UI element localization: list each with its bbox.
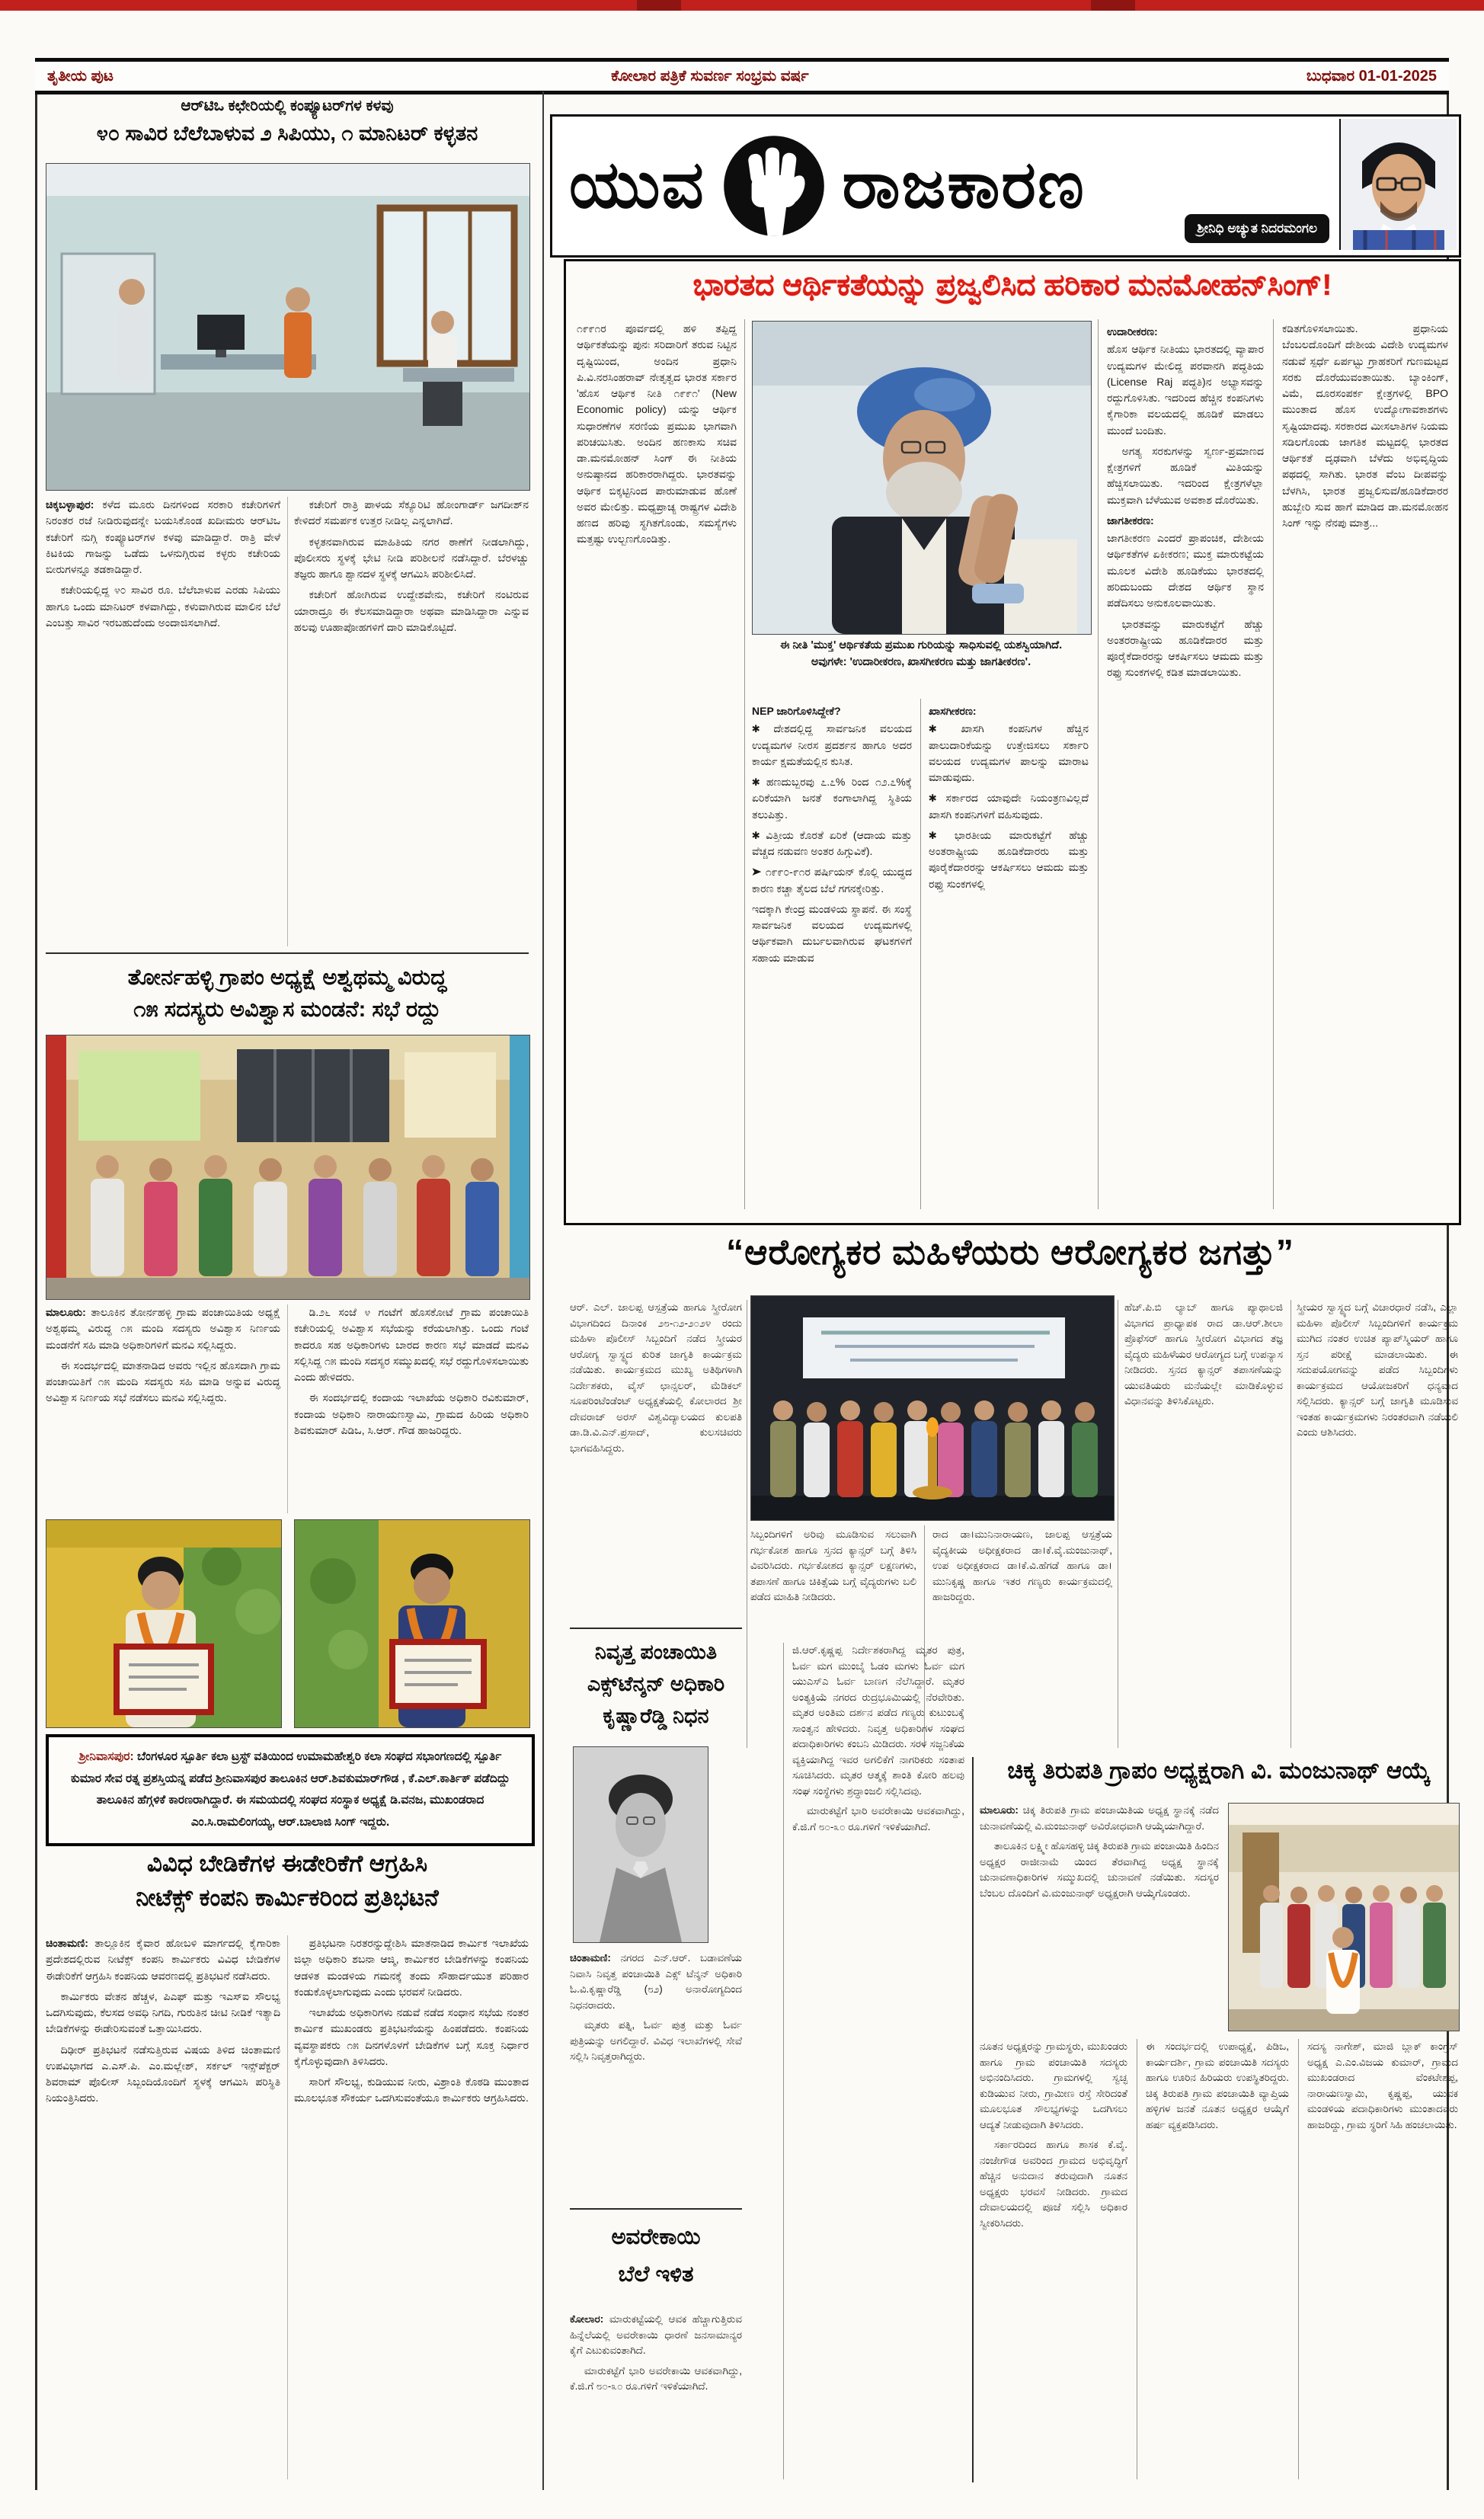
manmohan-photo	[752, 321, 1092, 635]
award-photo-right	[294, 1519, 530, 1728]
health-event-photo	[750, 1295, 1115, 1521]
manmohan-col5: ಕಡಿತಗೊಳಿಸಲಾಯಿತು. ಪ್ರಧಾನಿಯ ಬೆಂಬಲದೊಂದಿಗೆ ದೇಶೀಯ ವಿದೇಶಿ ಉದ್ಯಮಗಳ ನಡುವೆ ಸ್ಪರ್ಧೆ ಏರ್ಪಟ್ಟು ಗ್ರಾಹಕರಿಗೆ ಗುಣಮಟ್ಟದ ಸರಕು ದೊರೆಯುವಂತಾಯಿತು. ಬ್ಯಾಂಕಿಂಗ್, ವಿಮೆ, ದೂರಸಂಪರ್ಕ ಕ್ಷೇತ್ರಗಳಲ್ಲಿ BPO ಮುಂತಾದ ಹೊಸ ಉದ್ಯೋಗಾವಕಾಶಗಳು ಸೃಷ್ಟಿಯಾದವು. ಸರಕಾರದ ಮೀಸಲಾತಿಗಳ ನಿಯಮ ಸಡಿಲಗೊಂಡು ಜಾಗತಿಕ ಮಟ್ಟದಲ್ಲಿ ಭಾರತದ ಆರ್ಥಿಕತೆ ದೃಢವಾಗಿ ಬೆಳೆದು ಅಭಿವೃದ್ಧಿಯ ಪಥದಲ್ಲಿ ಸಾಗಿತು. ಭಾರತ ವೆಂಬ ದೀಪವನ್ನು ಬೆಳಗಿಸಿ, ಭಾರತ ಪ್ರಜ್ವಲಿಸುವ/ಹೂಡಿಕೆದಾರರ ಹುಬ್ಬೇರಿ ಸುವ ಹಾಗೆ ಮಾಡಿದ ಡಾ.ಮನಮೋಹನ ಸಿಂಗ್ ಇನ್ನು ನೆನಪು ಮಾತ್ರ...	[1282, 322, 1448, 530]
award-photo-left	[46, 1519, 282, 1728]
rto-body: ಚಿಕ್ಕಬಳ್ಳಾಪುರ: ಕಳೆದ ಮೂರು ದಿನಗಳಿಂದ ಸರಕಾರಿ ಕಚೇರಿಗಳಿಗೆ ನಿರಂತರ ರಜೆ ನೀಡಿರುವುದನ್ನೇ ಬಯಸಿಕೊಂಡ ಖದೀಮರು ಆರ್‌ಟಿಒ ಕಚೇರಿಗೆ ನುಗ್ಗಿ ಕಂಪ್ಯೂಟರ್‌ಗಳ ಕಳವು ಮಾಡಿದ್ದಾರೆ. ರಾತ್ರಿ ವೇಳೆ ಕಿಟಕಿಯ ಗಾಜನ್ನು ಒಡೆದು ಒಳನುಗ್ಗಿರುವ ಕಳ್ಳರು ಕಚೇರಿಯ ಬೀರುಗಳನ್ನೂ ತಡಕಾಡಿದ್ದಾರೆ. ಕಚೇರಿಯಲ್ಲಿದ್ದ ೪೦ ಸಾವಿರ ರೂ. ಬೆಲೆಬಾಳುವ ಎರಡು ಸಿಪಿಯು ಹಾಗೂ ಒಂದು ಮಾನಿಟರ್ ಕಳವಾಗಿದ್ದು, ಕಳುವಾಗಿರುವ ಮಾಲಿನ ಬೆಲೆ ಎಂಬತ್ತು ಸಾವಿರ ಇರಬಹುದೆಂದು ಅಂದಾಜಿಸಲಾಗಿದೆ. ಕಚೇರಿಗೆ ರಾತ್ರಿ ಪಾಳಯ ಸೆಕ್ಯೂರಿಟಿ ಹೋಂಗಾರ್ಡ್ ಜಗದೀಶ್‌ನ ಕೇಳಿದರೆ ಸಮರ್ಪಕ ಉತ್ತರ ನೀಡಿಲ್ಲ ಎನ್ನಲಾಗಿದೆ. ಕಳ್ಳತನವಾಗಿರುವ ಮಾಹಿತಿಯ ನಗರ ಠಾಣೆಗೆ ನೀಡಲಾಗಿದ್ದು, ಪೊಲೀಸರು ಸ್ಥಳಕ್ಕೆ ಭೇಟಿ ನೀಡಿ ಪರಿಶೀಲನೆ ನಡೆಸಿದ್ದಾರೆ. ಬೆರಳಚ್ಚು ತಜ್ಞರು ಹಾಗೂ ಶ್ವಾನದಳ ಸ್ಥಳಕ್ಕೆ ಆಗಮಿಸಿ ಪರಿಶೀಲಿಸಿದೆ. ಕಚೇರಿಗೆ ಹೋಗಿರುವ ಉದ್ದೇಶವೇನು, ಕಚೇರಿಗೆ ನಂಟಿರುವ ಯಾರಾದ್ರೂ ಈ ಕೆಲಸಮಾಡಿದ್ದಾರಾ ಅಥವಾ ಮಾಡಿಸಿದ್ದಾರಾ ಎನ್ನುವ ಹಲವು ಊಹಾಪೋಹಗಳಿಗೆ ದಾರಿ ಮಾಡಿಕೊಟ್ಟಿದೆ.	[46, 498, 529, 633]
neotex-headline: ವಿವಿಧ ಬೇಡಿಕೆಗಳ ಈಡೇರಿಕೆಗೆ ಆಗ್ರಹಿಸಿ ನೀಟೆಕ್ಸ್ ಕಂಪನಿ ಕಾರ್ಮಿಕರಿಂದ ಪ್ರತಿಭಟನೆ	[136, 1850, 439, 1911]
avarekayi-headline: ಅವರೇಕಾಯಿ ಬೆಲೆ ಇಳಿತ	[611, 2225, 701, 2287]
manmohan-col4: ಉದಾರೀಕರಣ: ಹೊಸ ಆರ್ಥಿಕ ನೀತಿಯು ಭಾರತದಲ್ಲಿ ವ್ಯಾಪಾರ ಉದ್ಯಮಗಳ ಮೇಲಿದ್ದ ಪರವಾನಗಿ ಪದ್ಧತಿಯ (License Raj ಪದ್ಧತಿ)ನ ಅಭ್ಯಾಸವನ್ನು ರದ್ದುಗೊಳಿಸಿತು. ಇದರಿಂದ ಹೆಚ್ಚಿನ ಕಂಪನಿಗಳು ಕೈಗಾರಿಕಾ ವಲಯದಲ್ಲಿ ಹೂಡಿಕೆ ಮಾಡಲು ಮುಂದೆ ಬಂದಿತು. ಅಗತ್ಯ ಸರಕುಗಳನ್ನು ಸ್ವರ್ಣ-ಪ್ರಮಾಣದ ಕ್ಷೇತ್ರಗಳಿಗೆ ಹೂಡಿಕೆ ಮಿತಿಯನ್ನು ಹೆಚ್ಚಿಸಲಾಯಿತು. ಇದರಿಂದ ಕ್ಷೇತ್ರಗಳೆಲ್ಲಾ ಮುಕ್ತವಾಗಿ ಬೆಳೆಯುವ ಅವಕಾಶ ದೊರೆಯಿತು. ಜಾಗತೀಕರಣ: ಜಾಗತೀಕರಣ ಎಂದರೆ ಪ್ರಾಪಂಚಿಕ, ದೇಶೀಯ ಆರ್ಥಿಕತೆಗಳ ಏಕೀಕರಣ; ಮುಕ್ತ ಮಾರುಕಟ್ಟೆಯ ಮೂಲಕ ವಿದೇಶಿ ಹೂಡಿಕೆಯು ಭಾರತದಲ್ಲಿ ಹರಿದುಬಂದು ದೇಶದ ಆರ್ಥಿಕ ಸ್ಥಾನ ಪಡೆದಿಸಲು ಅನುಕೂಲವಾಯಿತು. ಭಾರತವನ್ನು ಮಾರುಕಟ್ಟೆಗೆ ಹೆಚ್ಚು ಅಂತರರಾಷ್ಟ್ರೀಯ ಹೂಡಿಕೆದಾರರ ಮತ್ತು ಪೂರೈಕೆದಾರರನ್ನು ಆಕರ್ಷಿಸಲು ಆಮದು ಮತ್ತು ರಫ್ತು ಸುಂಕಗಳಲ್ಲಿ ಕಡಿತ ಮಾಡಲಾಯಿತು.	[1107, 325, 1264, 679]
manmohan-article-box	[564, 259, 1461, 1225]
tirupati-group-photo	[1228, 1803, 1460, 2031]
neotex-dateline: ಚಿಂತಾಮಣಿ:	[46, 1937, 88, 1949]
tirupati-col3: ಸದಸ್ಯ ನಾಗೇಶ್, ಮಾಜಿ ಬ್ಲಾಕ್ ಕಾಂಗ್ರೆಸ್ ಅಧ್ಯಕ್ಷ ಎ.ಎಂ.ವಿಜಯ ಕುಮಾರ್, ಗ್ರಾಮದ ಮುಖಂಡರಾದ ವೆಂಕಟೇಶಪ್ಪ, ನಾರಾಯಣಸ್ವಾಮಿ, ಕೃಷ್ಣಪ್ಪ, ಯುವಕ ಮಂಡಳಿಯ ಪದಾಧಿಕಾರಿಗಳು ಮುಂತಾದವರು ಹಾಜರಿದ್ದು, ಗ್ರಾಮ ಸ್ಥರಿಗೆ ಸಿಹಿ ಹಂಚಲಾಯಿತು.	[1307, 2040, 1458, 2130]
tirupati-dateline: ಮಾಲೂರು:	[980, 1804, 1019, 1816]
health-col5: ಸ್ತ್ರೀಯರ ಸ್ವಾಸ್ಥ್ಯದ ಬಗ್ಗೆ ವಿಚಾರಧಾರೆ ನಡೆಸಿ, ಎಲ್ಲಾ ಮಹಿಳಾ ಪೊಲೀಸ್ ಸಿಬ್ಬಂದಿಗಳಿಗೆ ಕಾರ್ಯಕ್ರಮ ಮುಗಿದ ನಂತರ ಉಚಿತ ಪ್ಯಾಪ್‌ಸ್ಮಿಯರ್ ಹಾಗೂ ಸ್ತನ ಪರೀಕ್ಷೆ ಮಾಡಲಾಯಿತು. ಈ ಸದುಪಯೋಗವನ್ನು ಪಡೆದ ಸಿಬ್ಬಂದಿಗಳು ಕಾರ್ಯಕ್ರಮದ ಆಯೋಜಕರಿಗೆ ಧನ್ಯವಾದ ಸಲ್ಲಿಸಿದರು. ಕ್ಯಾನ್ಸರ್ ಬಗ್ಗೆ ಜಾಗೃತಿ ಮೂಡಿಸುವ ಇಂತಹ ಕಾರ್ಯಕ್ರಮಗಳು ನಿರಂತರವಾಗಿ ನಡೆಯಲಿ ಎಂದು ಆಶಿಸಿದರು.	[1297, 1301, 1458, 1439]
rto-office-photo	[46, 163, 530, 491]
rto-kicker: ಆರ್‌ಟಿಒ ಕಛೇರಿಯಲ್ಲಿ ಕಂಪ್ಯೂಟರ್‌ಗಳ ಕಳವು	[181, 98, 394, 114]
tirupati-headline: ಚಿಕ್ಕ ತಿರುಪತಿ ಗ್ರಾಪಂ ಅಧ್ಯಕ್ಷರಾಗಿ ವಿ. ಮಂಜುನಾಥ್ ಆಯ್ಕೆ	[1007, 1757, 1431, 1784]
obituary-top-rule	[570, 1628, 742, 1629]
health-col2: ಸಿಬ್ಬಂದಿಗಳಿಗೆ ಅರಿವು ಮೂಡಿಸುವ ಸಲುವಾಗಿ ಗರ್ಭಕೋಶ ಹಾಗೂ ಸ್ತನದ ಕ್ಯಾನ್ಸರ್ ಬಗ್ಗೆ ತಿಳಿಸಿ ವಿವರಿಸಿದರು. ಗರ್ಭಕೋಶದ ಕ್ಯಾನ್ಸರ್ ಲಕ್ಷಣಗಳು, ತಪಾಸಣೆ ಹಾಗೂ ಚಿಕಿತ್ಸೆಯ ಬಗ್ಗೆ ವೈದ್ಯರುಗಳು ಬಲಿ ಪಡೆದ ಮಾಹಿತಿ ನೀಡಿದರು.	[750, 1528, 916, 1603]
thoranahalli-dateline: ಮಾಲೂರು:	[46, 1306, 86, 1318]
manmohan-col2: NEP ಜಾರಿಗೊಳಿಸಿದ್ದೇಕೆ? ✱ ದೇಶದಲ್ಲಿದ್ದ ಸಾರ್ವಜನಿಕ ವಲಯದ ಉದ್ಯಮಗಳ ನೀರಸ ಪ್ರದರ್ಶನ ಹಾಗೂ ಅದರ ಕಾರ್ಯ ಕ್ಷಮತೆಯಲ್ಲಿನ ಕುಸಿತ. ✱ ಹಣದುಬ್ಬರವು ೭.೭% ರಿಂದ ೧೨.೭%ಕ್ಕೆ ಏರಿಕೆಯಾಗಿ ಜನತೆ ಕಂಗಾಲಾಗಿದ್ದ ಸ್ಥಿತಿಯ ತಲುಪಿತ್ತು. ✱ ವಿತ್ತೀಯ ಕೊರತೆ ಏರಿಕೆ (ಆದಾಯ ಮತ್ತು ವೆಚ್ಚದ ನಡುವಣ ಅಂತರ ಹಿಗ್ಗುವಿಕೆ). ➤ ೧೯೯೦-೯೧ರ ಪರ್ಷಿಯನ್ ಕೊಲ್ಲಿ ಯುದ್ಧದ ಕಾರಣ ಕಚ್ಚಾ ತೈಲದ ಬೆಲೆ ಗಗನಕ್ಕೇರಿತ್ತು. ಇದಕ್ಕಾಗಿ ಕೇಂದ್ರ ಮಂಡಳಿಯ ಸ್ಥಾಪನೆ. ಈ ಸಂಸ್ಥೆ ಸಾರ್ವಜನಿಕ ವಲಯದ ಉದ್ಯಮಗಳಲ್ಲಿ ಆರ್ಥಿಕವಾಗಿ ದುರ್ಬಲವಾಗಿರುವ ಘಟಕಗಳಿಗೆ ಸಹಾಯ ಮಾಡುವ	[752, 705, 912, 964]
page-header-bar	[35, 58, 1449, 94]
top-red-strip	[0, 0, 1484, 11]
thoranahalli-headline: ತೋರ್ನಹಳ್ಳಿ ಗ್ರಾಪಂ ಅಧ್ಯಕ್ಷೆ ಅಶ್ವಥಮ್ಮ ವಿರುದ್ಧ ೧೫ ಸದಸ್ಯರು ಅವಿಶ್ವಾಸ ಮಂಡನೆ: ಸಭೆ ರದ್ದು	[127, 965, 447, 1023]
awards-caption-box: ಶ್ರೀನಿವಾಸಪುರ: ಬೆಂಗಳೂರ ಸ್ಪೂರ್ತಿ ಕಲಾ ಟ್ರಸ್ಟ್ ವತಿಯಿಂದ ಉಮಾಮಹೇಶ್ವರಿ ಕಲಾ ಸಂಘದ ಸಭಾಂಗಣದಲ್ಲಿ ಸ್ಪೂರ್ತಿ ಕುಮಾರ ಸೇವ ರತ್ನ ಪ್ರಶಸ್ತಿಯನ್ನ ಪಡೆದ ಶ್ರೀನಿವಾಸಪುರ ತಾಲೂಕಿನ ಆರ್.ಶಿವಕುಮಾರ್‌ಗೌಡ , ಕೆ.ಎಲ್.ಕಾರ್ತಿಕ್ ಪಡೆದಿದ್ದು ತಾಲೂಕಿನ ಹೆಗ್ಗಳಿಕೆ ಕಾರಣರಾಗಿದ್ದಾರೆ. ಈ ಸಮಯದಲ್ಲಿ ಸಂಘದ ಸಂಸ್ಥಾಕ ಅಧ್ಯಕ್ಷೆ ಡಿ.ವನಜ, ಮುಖಂಡರಾದ ಎಂ.ಸಿ.ರಾಮಲಿಂಗಯ್ಯ, ಆರ್.ಬಾಲಾಜಿ ಸಿಂಗ್ ಇದ್ದರು.	[46, 1734, 535, 1846]
avarekayi-dateline: ಕೋಲಾರ:	[570, 2313, 604, 2325]
main-column-divider	[542, 91, 544, 2490]
health-col3: ರಾದ ಡಾ।ಮುನಿನಾರಾಯಣ, ಜಾಲಪ್ಪ ಆಸ್ಪತ್ರೆಯ ವೈದ್ಯಕೀಯ ಅಧೀಕ್ಷಕರಾದ ಡಾ।ಕೆ.ವೈ.ಮಂಜುನಾಥ್, ಉಪ ಅಧೀಕ್ಷಕರಾದ ಡಾ।ಕೆ.ವಿ.ಹೆಗಡೆ ಹಾಗೂ ಡಾ।ಮುನಿಕೃಷ್ಣ ಹಾಗೂ ಇತರ ಗಣ್ಯರು ಕಾರ್ಯಕ್ರಮದಲ್ಲಿ ಹಾಜರಿದ್ದರು.	[932, 1528, 1112, 1603]
top-red-mark-2	[1091, 0, 1135, 11]
thoranahalli-meeting-photo	[46, 1035, 530, 1300]
health-headline: “ಆರೋಗ್ಯಕರ ಮಹಿಳೆಯರು ಆರೋಗ್ಯಕರ ಜಗತ್ತು”	[726, 1232, 1294, 1272]
manmohan-col1: ೧೯೯೧ರ ಪೂರ್ವದಲ್ಲಿ ಹಳಿ ತಪ್ಪಿದ್ದ ಆರ್ಥಿಕತೆಯನ್ನು ಪುನಃ ಸರಿದಾರಿಗೆ ತರುವ ನಿಟ್ಟಿನ ದೃಷ್ಟಿಯಿಂದ, ಅಂದಿನ ಪ್ರಧಾನಿ ಪಿ.ವಿ.ನರಸಿಂಹರಾವ್ ನೇತೃತ್ವದ ಭಾರತ ಸರ್ಕಾರ 'ಹೊಸ ಆರ್ಥಿಕ ನೀತಿ ೧೯೯೧' (New Economic policy) ಯನ್ನು ಆರ್ಥಿಕ ಸುಧಾರಣೆಗಳ ಸರಣಿಯ ಪ್ರಮುಖ ಭಾಗವಾಗಿ ಪರಿಚಯಿಸಿತು. ಅಂದಿನ ಹಣಕಾಸು ಸಚಿವ ಡಾ.ಮನಮೋಹನ್ ಸಿಂಗ್ ಈ ನೀತಿಯ ಅನುಷ್ಠಾನದ ಹರಿಕಾರರಾಗಿದ್ದರು. ಭಾರತವನ್ನು ಆರ್ಥಿಕ ಬಿಕ್ಕಟ್ಟಿನಿಂದ ಪಾರುಮಾಡುವ ಹೊಣೆ ಅವರ ಮೇಲಿತ್ತು. ಮಧ್ಯಪ್ರಾಚ್ಯ ರಾಷ್ಟ್ರಗಳ ವಿದೇಶಿ ಹಣದ ಹರಿವು ಸ್ಥಗಿತಗೊಂಡು, ಸಮಸ್ಯೆಗಳು ಮತ್ತಷ್ಟು ಉಲ್ಬಣಗೊಂಡಿತ್ತು.	[577, 322, 737, 546]
tirupati-col2: ಈ ಸಂದರ್ಭದಲ್ಲಿ ಉಪಾಧ್ಯಕ್ಷೆ, ಪಿಡಿಒ, ಕಾರ್ಯದರ್ಶಿ, ಗ್ರಾಮ ಪಂಚಾಯಿತಿ ಸದಸ್ಯರು ಹಾಗೂ ಊರಿನ ಹಿರಿಯರು ಉಪಸ್ಥಿತರಿದ್ದರು. ಚಿಕ್ಕ ತಿರುಪತಿ ಗ್ರಾಮ ಪಂಚಾಯಿತಿ ವ್ಯಾಪ್ತಿಯ ಹಳ್ಳಿಗಳ ಜನತೆ ನೂತನ ಅಧ್ಯಕ್ಷರ ಆಯ್ಕೆಗೆ ಹರ್ಷ ವ್ಯಕ್ತಪಡಿಸಿದರು.	[1146, 2040, 1289, 2130]
manmohan-col3: ಖಾಸಗೀಕರಣ: ✱ ಖಾಸಗಿ ಕಂಪನಿಗಳ ಹೆಚ್ಚಿನ ಪಾಲುದಾರಿಕೆಯನ್ನು ಉತ್ತೇಜಿಸಲು ಸರ್ಕಾರಿ ವಲಯದ ಉದ್ಯಮಗಳ ಪಾಲನ್ನು ಮಾರಾಟ ಮಾಡುವುದು. ✱ ಸರ್ಕಾರದ ಯಾವುದೇ ನಿಯಂತ್ರಣವಿಲ್ಲದೆ ಖಾಸಗಿ ಕಂಪನಿಗಳಿಗೆ ವಹಿಸುವುದು. ✱ ಭಾರತೀಯ ಮಾರುಕಟ್ಟೆಗೆ ಹೆಚ್ಚು ಅಂತರಾಷ್ಟ್ರೀಯ ಹೂಡಿಕೆದಾರರು ಮತ್ತು ಪೂರೈಕೆದಾರರನ್ನು ಆಕರ್ಷಿಸಲು ಆಮದು ಮತ್ತು ರಫ್ತು ಸುಂಕಗಳಲ್ಲಿ	[929, 705, 1089, 890]
avarekayi-body: ಕೋಲಾರ: ಮಾರುಕಟ್ಟೆಯಲ್ಲಿ ಆವಕ ಹೆಚ್ಚಾಗುತ್ತಿರುವ ಹಿನ್ನೆಲೆಯಲ್ಲಿ ಅವರೇಕಾಯಿ ಧಾರಣೆ ಜನಸಾಮಾನ್ಯರ ಕೈಗೆ ಎಟುಕುವಂತಾಗಿದೆ. ಮಾರುಕಟ್ಟೆಗೆ ಭಾರಿ ಅವರೇಕಾಯಿ ಆವಕವಾಗಿದ್ದು, ಕೆ.ಜಿ.ಗೆ ೮೦-೩೦ ರೂ.ಗಳಿಗೆ ಇಳಿಕೆಯಾಗಿದೆ.	[570, 2313, 742, 2393]
masthead	[550, 114, 1461, 258]
manmohan-photo-caption: ಈ ನೀತಿ 'ಮುಕ್ತ' ಆರ್ಥಿಕತೆಯ ಪ್ರಮುಖ ಗುರಿಯನ್ನು ಸಾಧಿಸುವಲ್ಲಿ ಯಶಸ್ವಿಯಾಗಿದೆ. ಅವುಗಳೇ: 'ಉದಾರೀಕರಣ, ಖಾಸಗೀಕರಣ ಮತ್ತು ಜಾಗತೀಕರಣ'.	[779, 639, 1063, 668]
mm-col-divider-3	[1098, 319, 1099, 1209]
masthead-title-right: ರಾಜಕಾರಣ	[842, 148, 1086, 222]
mm-col-divider-4	[1273, 319, 1274, 1209]
rto-dateline: ಚಿಕ್ಕಬಳ್ಳಾಪುರ:	[46, 498, 94, 511]
masthead-byline: ಶ್ರೀನಿಧಿ ಅಚ್ಯುತ ನಿದರಮಂಗಲ	[1185, 214, 1329, 243]
mm-col-divider-2	[920, 699, 921, 1209]
page-left-border	[35, 58, 37, 2490]
awards-caption-dateline: ಶ್ರೀನಿವಾಸಪುರ:	[78, 1750, 134, 1763]
tirupati-col-divider-2	[1298, 2039, 1299, 2479]
thoranahalli-body: ಮಾಲೂರು: ತಾಲೂಕಿನ ತೋರ್ನಹಳ್ಳಿ ಗ್ರಾಮ ಪಂಚಾಯಿತಿಯ ಅಧ್ಯಕ್ಷೆ ಅಶ್ವಥಮ್ಮ ವಿರುದ್ಧ ೧೫ ಮಂದಿ ಸದಸ್ಯರು ಅವಿಶ್ವಾಸ ನಿರ್ಣಯ ಮಂಡನೆಗೆ ಸಹಿ ಮಾಡಿ ಅಧಿಕಾರಿಗಳಿಗೆ ಮನವಿ ಸಲ್ಲಿಸಿದ್ದರು. ಈ ಸಂದರ್ಭದಲ್ಲಿ ಮಾತನಾಡಿದ ಅವರು ಇಲ್ಲಿನ ಹೊಸದಾಗಿ ಗ್ರಾಮ ಪಂಚಾಯಿತಿಗೆ ೧೫ ಮಂದಿ ಸದಸ್ಯರು ಸಹಿ ಮಾಡಿ ಅನ್ನುವ ವಿರುದ್ಧ ಅವಿಶ್ವಾಸ ನಿರ್ಣಯ ಸಭೆ ನಡೆಸಲು ಮನವಿ ಸಲ್ಲಿಸಿದ್ದರು. ಡಿ.೨೬ ಸಂಜೆ ೪ ಗಂಟೆಗೆ ಹೊಸಕೋಟೆ ಗ್ರಾಮ ಪಂಚಾಯಿತಿ ಕಚೇರಿಯಲ್ಲಿ ಅವಿಶ್ವಾಸ ಸಭೆಯನ್ನು ಕರೆಯಲಾಗಿತ್ತು. ಒಂದು ಗಂಟೆ ಕಾದರೂ ಸಹ ಅಧಿಕಾರಿಗಳು ಬಾರದ ಕಾರಣ ಸಭೆ ಮಾಡದೆ ಮನವಿ ಸಲ್ಲಿಸಿದ್ದ ೧೫ ಮಂದಿ ಸದಸ್ಯರ ಸಮ್ಮುಖದಲ್ಲಿ ಸಭೆ ರದ್ದುಗೊಳಿಸಲಾಯಿತು ಎಂದು ಹೇಳಿದರು. ಈ ಸಂದರ್ಭದಲ್ಲಿ ಕಂದಾಯ ಇಲಾಖೆಯ ಅಧಿಕಾರಿ ರವಿಕುಮಾರ್, ಕಂದಾಯ ಅಧಿಕಾರಿ ನಾರಾಯಣಸ್ವಾಮಿ, ಗ್ರಾಮದ ಹಿರಿಯ ಅಧಿಕಾರಿ ಶಿವಕುಮಾರ್ ಪಿಡಿಒ, ಸಿ.ಆರ್. ಗೌಡ ಹಾಜರಿದ್ದರು.	[46, 1306, 529, 1436]
date-label: ಬುಧವಾರ 01-01-2025	[1306, 67, 1437, 85]
rto-headline: ೪೦ ಸಾವಿರ ಬೆಲೆಬಾಳುವ ೨ ಸಿಪಿಯು, ೧ ಮಾನಿಟರ್ ಕಳ್ಳತನ	[96, 122, 478, 145]
mm-col-divider-1	[744, 319, 745, 1209]
masthead-title-left: ಯುವ	[569, 148, 705, 222]
raised-fist-icon	[721, 133, 827, 239]
manmohan-headline: ಭಾರತದ ಆರ್ಥಿಕತೆಯನ್ನು ಪ್ರಜ್ವಲಿಸಿದ ಹರಿಕಾರ ಮನಮೋಹನ್‌ಸಿಂಗ್!	[692, 269, 1332, 302]
health-col1: ಆರ್. ಎಲ್. ಜಾಲಪ್ಪ ಆಸ್ಪತ್ರೆಯ ಹಾಗೂ ಸ್ತ್ರೀರೋಗ ವಿಭಾಗದಿಂದ ದಿನಾಂಕ ೨೮-೧೨-೨೦೨೪ ರಂದು ಮಹಿಳಾ ಪೊಲೀಸ್ ಸಿಬ್ಬಂದಿಗೆ ನಡೆದ ಸ್ತ್ರೀಯರ ಆರೋಗ್ಯ ಸ್ವಾಸ್ಥ್ಯದ ಕುರಿತ ಜಾಗೃತಿ ಕಾರ್ಯಕ್ರಮ ನಡೆಯಿತು. ಕಾರ್ಯಕ್ರಮದ ಮುಖ್ಯ ಅತಿಥಿಗಳಾಗಿ ನಿರ್ದೇಶಕರು, ವೈಸ್ ಛಾನ್ಸಲರ್, ಮೆಡಿಕಲ್ ಸೂಪರಿಂಟೆಂಡೆಂಟ್ ಅಧ್ಯಕ್ಷತೆಯಲ್ಲಿ ಕೋಲಾರದ ಶ್ರೀ ದೇವರಾಜ್ ಅರಸ್ ವಿಶ್ವವಿದ್ಯಾಲಯದ ಕುಲಪತಿ ಡಾ.ಡಿ.ವಿ.ಎನ್.ಪ್ರಸಾದ್, ಕುಲಸಚಿವರು ಭಾಗವಹಿಸಿದ್ದರು.	[570, 1301, 742, 1454]
author-photo	[1339, 119, 1457, 250]
tirupati-left-divider	[972, 1757, 974, 2482]
neotex-body: ಚಿಂತಾಮಣಿ: ತಾಲ್ಲೂಕಿನ ಕೈವಾರ ಹೋಬಳಿ ಮಾರ್ಗದಲ್ಲಿ ಕೈಗಾರಿಕಾ ಪ್ರದೇಶದಲ್ಲಿರುವ ನೀಟೆಕ್ಸ್ ಕಂಪನಿ ಕಾರ್ಮಿಕರು ವಿವಿಧ ಬೇಡಿಕೆಗಳ ಈಡೇರಿಕೆಗೆ ಆಗ್ರಹಿಸಿ ಕಂಪನಿಯ ಆವರಣದಲ್ಲಿ ಪ್ರತಿಭಟನೆ ನಡೆಸಿದರು. ಕಾರ್ಮಿಕರು ವೇತನ ಹೆಚ್ಚಳ, ಪಿಎಫ್ ಮತ್ತು ಇಎಸ್‌ಐ ಸೌಲಭ್ಯ ಒದಗಿಸುವುದು, ಕೆಲಸದ ಅವಧಿ ನಿಗದಿ, ಗುರುತಿನ ಚೀಟಿ ನೀಡಿಕೆ ಇತ್ಯಾದಿ ಬೇಡಿಕೆಗಳನ್ನು ಈಡೇರಿಸುವಂತೆ ಒತ್ತಾಯಿಸಿದರು. ದಿಢೀರ್ ಪ್ರತಿಭಟನೆ ನಡೆಸುತ್ತಿರುವ ವಿಷಯ ತಿಳಿದ ಚಿಂತಾಮಣಿ ಉಪವಿಭಾಗದ ಎ.ಎಸ್.ಪಿ. ಎಂ.ಮಲ್ಲೇಶ್, ಸರ್ಕಲ್ ಇನ್ಸ್‌ಪೆಕ್ಟರ್ ಶಿವರಾಮ್ ಪೊಲೀಸ್ ಸಿಬ್ಬಂದಿಯೊಂದಿಗೆ ಸ್ಥಳಕ್ಕೆ ಆಗಮಿಸಿ ಪರಿಸ್ಥಿತಿ ನಿಯಂತ್ರಿಸಿದರು. ಪ್ರತಿಭಟನಾ ನಿರತರನ್ನುದ್ದೇಶಿಸಿ ಮಾತನಾಡಿದ ಕಾರ್ಮಿಕ ಇಲಾಖೆಯ ಜಿಲ್ಲಾ ಅಧಿಕಾರಿ ಶಬನಾ ಆಜ್ಮಿ, ಕಾರ್ಮಿಕರ ಬೇಡಿಕೆಗಳನ್ನು ಕಂಪನಿಯ ಆಡಳಿತ ಮಂಡಳಿಯ ಗಮನಕ್ಕೆ ತಂದು ಸೌಹಾರ್ದಯುತ ಪರಿಹಾರ ಕಂಡುಕೊಳ್ಳಲಾಗುವುದು ಎಂದು ಭರವಸೆ ನೀಡಿದರು. ಇಲಾಖೆಯ ಅಧಿಕಾರಿಗಳು ನಡುವೆ ನಡೆದ ಸಂಧಾನ ಸಭೆಯ ನಂತರ ಕಾರ್ಮಿಕ ಮುಖಂಡರು ಪ್ರತಿಭಟನೆಯನ್ನು ಹಿಂಪಡೆದರು. ಕಂಪನಿಯ ವ್ಯವಸ್ಥಾಪಕರು ೧೫ ದಿನಗಳೊಳಗೆ ಬೇಡಿಕೆಗಳ ಬಗ್ಗೆ ಸೂಕ್ತ ನಿರ್ಧಾರ ಕೈಗೊಳ್ಳುವುದಾಗಿ ತಿಳಿಸಿದರು. ಸಾರಿಗೆ ಸೌಲಭ್ಯ, ಕುಡಿಯುವ ನೀರು, ವಿಶ್ರಾಂತಿ ಕೊಠಡಿ ಮುಂತಾದ ಮೂಲಭೂತ ಸೌಕರ್ಯ ಒದಗಿಸುವಂತೆಯೂ ಕಾರ್ಮಿಕರು ಆಗ್ರಹಿಸಿದರು.	[46, 1937, 529, 2105]
obituary-body-left: ಚಿಂತಾಮಣಿ: ನಗರದ ಎನ್.ಆರ್. ಬಡಾವಣೆಯ ನಿವಾಸಿ ನಿವೃತ್ತ ಪಂಚಾಯಿತಿ ಎಕ್ಸ್ ಟೆನ್ಶನ್ ಅಧಿಕಾರಿ ಓ.ವಿ.ಕೃಷ್ಣಾರೆಡ್ಡಿ (೮೨) ಅನಾರೋಗ್ಯದಿಂದ ನಿಧನರಾದರು. ಮೃತರು ಪತ್ನಿ, ಓರ್ವ ಪುತ್ರ ಮತ್ತು ಓರ್ವ ಪುತ್ರಿಯನ್ನು ಅಗಲಿದ್ದಾರೆ. ವಿವಿಧ ಇಲಾಖೆಗಳಲ್ಲಿ ಸೇವೆ ಸಲ್ಲಿಸಿ ನಿವೃತ್ತರಾಗಿದ್ದರು.	[570, 1952, 742, 2063]
obituary-headline: ನಿವೃತ್ತ ಪಂಚಾಯಿತಿ ಎಕ್ಸ್‌ಟೆನ್ಶನ್ ಅಧಿಕಾರಿ ಕೃಷ್ಣಾರೆಡ್ಡಿ ನಿಧನ	[587, 1640, 725, 1727]
obituary-body-right: ಜಿ.ಆರ್.ಕೃಷ್ಣಪ್ಪ ನಿರ್ದೇಶಕರಾಗಿದ್ದ ಮೃತರ ಪುತ್ರ, ಓರ್ವ ಮಗ ಮುಂಬೈ ಓಡಂ ಮಗಳು ಓರ್ವ ಮಗ ಯುಎಸ್‌ಎ ಓರ್ವ ಬಾಣಗ ನೆಲೆಸಿದ್ದಾರೆ. ಮೃತರ ಅಂತ್ಯಕ್ರಿಯೆ ನಗರದ ರುದ್ರಭೂಮಿಯಲ್ಲಿ ನೆರವೇರಿತು. ಮೃತರ ಅಂತಿಮ ದರ್ಶನ ಪಡೆದ ಗಣ್ಯರು ಕುಟುಂಬಕ್ಕೆ ಸಾಂತ್ವನ ಹೇಳಿದರು. ನಿವೃತ್ತ ಅಧಿಕಾರಿಗಳ ಸಂಘದ ಪದಾಧಿಕಾರಿಗಳು ಕಂಬನಿ ಮಿಡಿದರು. ಸರಳ ಸಜ್ಜನಿಕೆಯ ವ್ಯಕ್ತಿಯಾಗಿದ್ದ ಇವರ ಅಗಲಿಕೆಗೆ ನಾಗರಿಕರು ಸಂತಾಪ ಸೂಚಿಸಿದರು. ಮೃತರ ಆತ್ಮಕ್ಕೆ ಶಾಂತಿ ಕೋರಿ ಹಲವು ಸಂಘ ಸಂಸ್ಥೆಗಳು ಶ್ರದ್ಧಾಂಜಲಿ ಸಲ್ಲಿಸಿದವು. ಮಾರುಕಟ್ಟೆಗೆ ಭಾರಿ ಅವರೇಕಾಯಿ ಆವಕವಾಗಿದ್ದು, ಕೆ.ಜಿ.ಗೆ ೮೦-೩೦ ರೂ.ಗಳಿಗೆ ಇಳಿಕೆಯಾಗಿದೆ.	[792, 1644, 964, 1832]
edition-label: ತೃತೀಯ ಪುಟ	[47, 67, 114, 85]
top-red-mark	[637, 0, 681, 11]
avarekayi-top-rule	[570, 2208, 742, 2210]
obituary-col-divider	[783, 1643, 784, 2479]
left-divider-rule	[46, 952, 529, 954]
health-col4: ಹೆಚ್.ಪಿ.ಬಿ ಲ್ಯಾಬ್ ಹಾಗೂ ಪ್ಯಾಥಾಲಜಿ ವಿಭಾಗದ ಪ್ರಾಧ್ಯಾಪಕ ರಾದ ಡಾ.ಆರ್.ಶೀಲಾ ಪ್ರೊಫೆಸರ್ ಹಾಗೂ ಸ್ತ್ರೀರೋಗ ವಿಭಾಗದ ತಜ್ಞ ವೈದ್ಯರು ಮಹಿಳೆಯರ ಆರೋಗ್ಯದ ಬಗ್ಗೆ ಉಪನ್ಯಾಸ ನೀಡಿದರು. ಸ್ತನದ ಕ್ಯಾನ್ಸರ್ ತಪಾಸಣೆಯನ್ನು ಯುವತಿಯರು ಮನೆಯಲ್ಲೇ ಮಾಡಿಕೊಳ್ಳುವ ವಿಧಾನವನ್ನು ತಿಳಿಸಿಕೊಟ್ಟರು.	[1124, 1301, 1283, 1407]
obituary-portrait-photo	[573, 1746, 708, 1943]
obituary-dateline: ಚಿಂತಾಮಣಿ:	[570, 1952, 611, 1964]
banner-center-label: ಕೋಲಾರ ಪತ್ರಿಕೆ ಸುವರ್ಣ ಸಂಭ್ರಮ ವರ್ಷ	[611, 67, 809, 85]
tirupati-lead: ಮಾಲೂರು: ಚಿಕ್ಕ ತಿರುಪತಿ ಗ್ರಾಮ ಪಂಚಾಯಿತಿಯ ಅಧ್ಯಕ್ಷ ಸ್ಥಾನಕ್ಕೆ ನಡೆದ ಚುನಾವಣೆಯಲ್ಲಿ ವಿ.ಮಂಜುನಾಥ್ ಅವಿರೋಧವಾಗಿ ಆಯ್ಕೆಯಾಗಿದ್ದಾರೆ. ತಾಲೂಕಿನ ಲಕ್ಷ್ಮೀ ಹೊಸಹಳ್ಳಿ ಚಿಕ್ಕ ತಿರುಪತಿ ಗ್ರಾಮ ಪಂಚಾಯಿತಿ ಹಿಂದಿನ ಅಧ್ಯಕ್ಷರ ರಾಜೀನಾಮೆ ಯಿಂದ ತೆರವಾಗಿದ್ದ ಅಧ್ಯಕ್ಷ ಸ್ಥಾನಕ್ಕೆ ಚುನಾವಣಾಧಿಕಾರಿಗಳ ಸಮ್ಮುಖದಲ್ಲಿ ಚುನಾವಣೆ ನಡೆಯಿತು. ಸದಸ್ಯರ ಬೆಂಬಲ ದೊಂದಿಗೆ ವಿ.ಮಂಜುನಾಥ್ ಅಧ್ಯಕ್ಷರಾಗಿ ಆಯ್ಕೆಗೊಂಡರು.	[980, 1804, 1219, 1899]
tirupati-col1: ನೂತನ ಅಧ್ಯಕ್ಷರನ್ನು ಗ್ರಾಮಸ್ಥರು, ಮುಖಂಡರು ಹಾಗೂ ಗ್ರಾಮ ಪಂಚಾಯಿತಿ ಸದಸ್ಯರು ಅಭಿನಂದಿಸಿದರು. ಗ್ರಾಮಗಳಲ್ಲಿ ಸ್ವಚ್ಛ ಕುಡಿಯುವ ನೀರು, ಗ್ರಾಮೀಣ ರಸ್ತೆ ಸೇರಿದಂತೆ ಮೂಲಭೂತ ಸೌಲಭ್ಯಗಳನ್ನು ಒದಗಿಸಲು ಆದ್ಯತೆ ನೀಡುವುದಾಗಿ ತಿಳಿಸಿದರು. ಸರ್ಕಾರದಿಂದ ಹಾಗೂ ಶಾಸಕ ಕೆ.ವೈ. ನಂಜೇಗೌಡ ಅವರಿಂದ ಗ್ರಾಮದ ಅಭಿವೃದ್ಧಿಗೆ ಹೆಚ್ಚಿನ ಅನುದಾನ ತರುವುದಾಗಿ ನೂತನ ಅಧ್ಯಕ್ಷರು ಭರವಸೆ ನೀಡಿದರು. ಗ್ರಾಮದ ದೇವಾಲಯದಲ್ಲಿ ಪೂಜೆ ಸಲ್ಲಿಸಿ ಅಧಿಕಾರ ಸ್ವೀಕರಿಸಿದರು.	[980, 2040, 1127, 2229]
